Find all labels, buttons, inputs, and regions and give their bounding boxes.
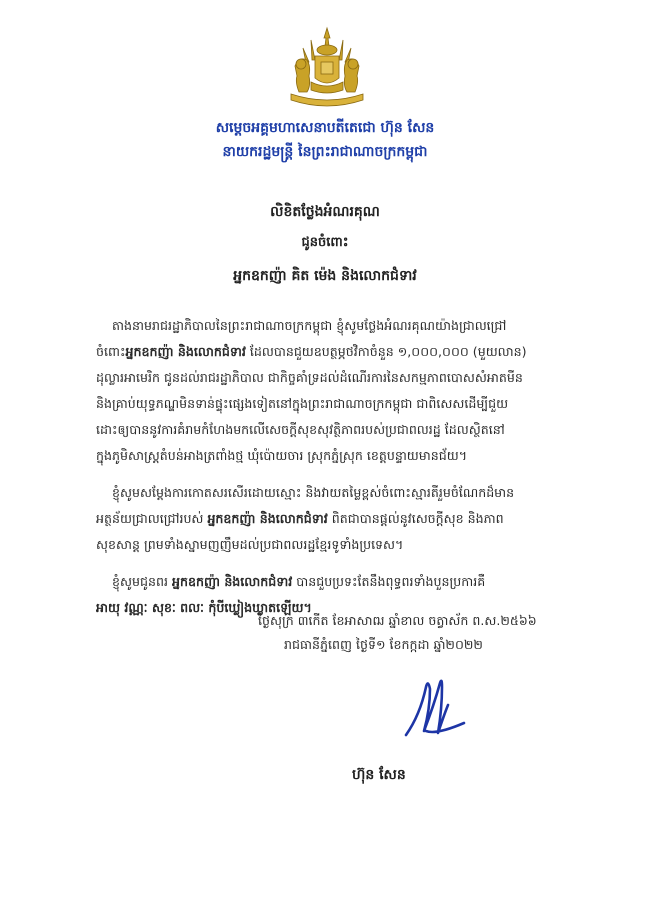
recipient-mention: អ្នកឧកញ៉ា និងលោកជំទាវ [171,574,293,589]
paragraph-1-line-5: ដោះឲ្យបាននូវការគំរាមកំហែងមកលើសេចក្តីសុខសុវត្ថិភាពរបស់ប្រជាពលរដ្ឋ ដែលស្ថិតនៅ [96,422,505,437]
paragraph-2-line-1: ខ្ញុំសូមសម្តែងការកោតសរសើរដោយស្មោះ និងវាយតម្លៃខ្ពស់ចំពោះស្មារតីរួមចំណែកដ៏មាន [112,485,515,500]
paragraph-1-line-1: តាងនាមរាជរដ្ឋាភិបាលនៃព្រះរាជាណាចក្រកម្ពុជា ខ្ញុំសូមថ្លែងអំណរគុណយ៉ាងជ្រាលជ្រៅ [112,318,507,333]
paragraph-2-line-3: សុខសាន្ត ព្រមទាំងស្នាមញញឹមដល់ប្រជាពលរដ្ឋខ្មែរទូទាំងប្រទេស។ [96,537,404,552]
royal-emblem-icon [281,26,373,110]
letter-title: លិខិតថ្លែងអំណរគុណ [270,204,380,220]
paragraph-3-line-2: អាយុ វណ្ណៈ សុខៈ ពលៈ កុំបីឃ្លៀងឃ្លាតឡើយ។ [96,600,312,615]
recipient-name: អ្នកឧកញ៉ា គិត ម៉េង និងលោកជំទាវ [233,268,417,284]
sender-name-line: សម្តេចអគ្គមហាសេនាបតីតេជោ ហ៊ុន សែន [215,120,435,136]
handwritten-signature [400,675,470,743]
date-solar: រាជធានីភ្នំពេញ ថ្ងៃទី១ ខែកក្កដា ឆ្នាំ២០២២ [284,637,483,652]
text-segment: ដែលបានជួយឧបត្ថម្ភថវិកាចំនួន ១,០០០,០០០ (មួយលាន) [245,344,527,359]
signatory-name: ហ៊ុន សែន [352,767,406,783]
paragraph-2-line-2 [96,511,504,527]
text-segment: បានជួបប្រទះតែនឹងពុទ្ធពរទាំងបួនប្រការគឺ [292,574,486,589]
recipient-mention: អ្នកឧកញ៉ា និងលោកជំទាវ [125,344,246,359]
sender-position-line: នាយករដ្ឋមន្ត្រី នៃព្រះរាជាណាចក្រកម្ពុជា [222,144,428,160]
paragraph-1-line-6: ក្នុងភូមិសាស្ត្រតំបន់អាងត្រពាំងថ្ម ឃុំប៉ោយចារ ស្រុកភ្នំស្រុក ខេត្តបន្ទាយមានជ័យ។ [96,448,468,463]
text-segment: ខ្ញុំសូមជូនពរ [112,574,172,589]
date-lunar: ថ្ងៃសុក្រ ៣កើត ខែអាសាឍ ឆ្នាំខាល ចត្វាស័ក ព.ស.២៥៦៦ [258,613,537,628]
paragraph-1-line-3: ដុល្លារអាមេរិក ជូនដល់រាជរដ្ឋាភិបាល ជាកិច្ចគាំទ្រដល់ដំណើរការនៃសកម្មភាពបោសសំអាតមីន [96,370,523,385]
paragraph-1-line-2 [96,344,527,360]
paragraph-1-line-4: និងគ្រាប់យុទ្ធភណ្ឌមិនទាន់ផ្ទុះផ្សេងទៀតនៅក្នុងព្រះរាជាណាចក្រកម្ពុជា ជាពិសេសដើម្បីជួយ [96,396,509,411]
recipient-mention: អ្នកឧកញ៉ា និងលោកជំទាវ [207,511,328,526]
text-segment: ចំពោះ [96,344,126,359]
text-segment: ពិតជាបានផ្តល់នូវសេចក្តីសុខ និងភាព [327,511,504,526]
paragraph-3-line-1 [112,574,485,590]
addressed-to-label: ជូនចំពោះ [301,235,349,250]
text-segment: អត្ថន័យជ្រាលជ្រៅរបស់ [96,511,208,526]
